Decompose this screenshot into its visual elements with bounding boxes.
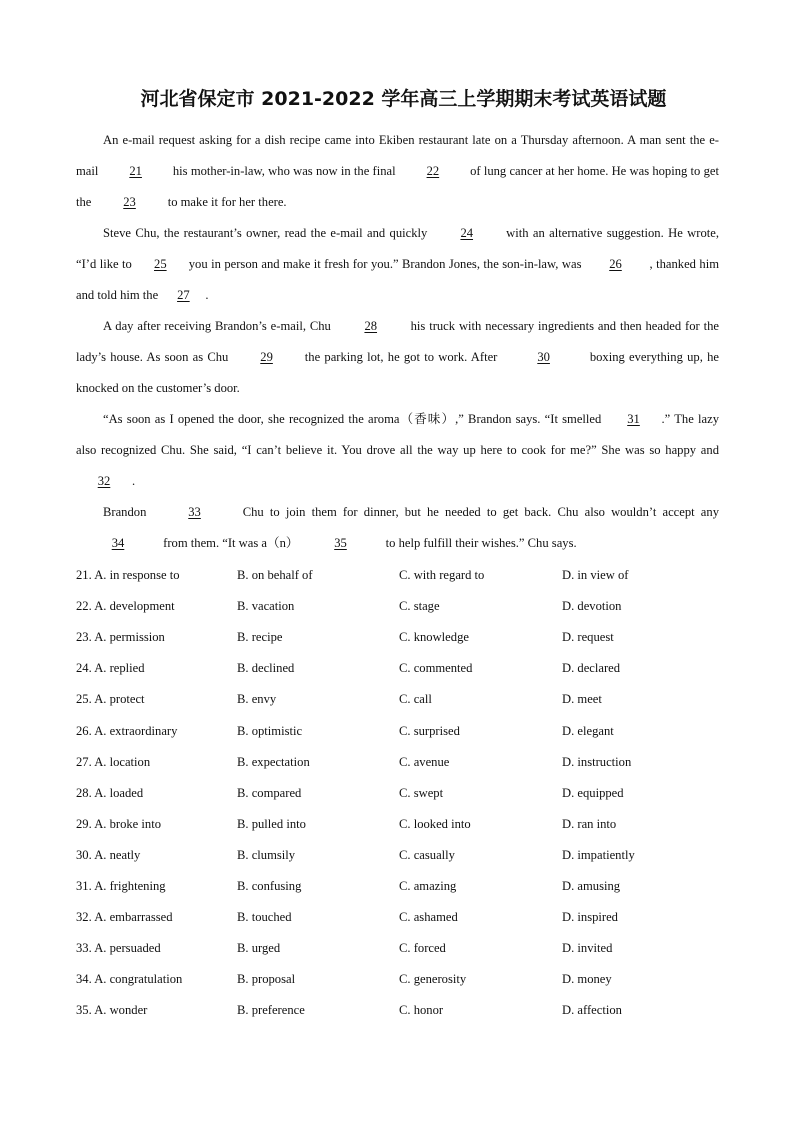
answer-option: C. with regard to xyxy=(399,568,485,583)
passage-paragraph-3 xyxy=(76,311,719,404)
blank-26: 26 xyxy=(609,257,622,271)
passage-text: his truck with necessary ingredients and then headed for the lady’s house. As soon as Chu xyxy=(76,319,719,364)
passage-text: Chu to join them for dinner, but he needed to get back. Chu also wouldn’t accept any xyxy=(236,505,719,519)
answer-option: C. forced xyxy=(399,941,446,956)
answer-option: C. avenue xyxy=(399,754,450,769)
answer-option: C. call xyxy=(399,692,432,707)
passage-text: his mother-in-law, who was now in the final xyxy=(169,164,399,178)
passage-text: . xyxy=(205,288,209,302)
passage-text: Steve Chu, the restaurant’s owner, read the e-mail and quickly xyxy=(103,226,432,240)
blank-31: 31 xyxy=(627,412,640,426)
answer-option: 35. A. wonder xyxy=(76,1003,148,1018)
answer-option: B. clumsily xyxy=(237,847,296,862)
answer-option: 21. A. in response to xyxy=(76,568,180,583)
answer-option: 27. A. location xyxy=(76,754,151,769)
passage-text: A day after receiving Brandon’s e-mail, Chu xyxy=(103,319,335,333)
question-options-row xyxy=(76,653,719,684)
passage-text: “As soon as I opened the door, she recognized the aroma（香味）,” Brandon says. “It smelled xyxy=(103,412,606,426)
answer-option: B. vacation xyxy=(237,599,295,614)
passage-text: from them. “It was a（n） xyxy=(160,536,299,550)
answer-option: D. amusing xyxy=(562,878,621,893)
answer-option: D. invited xyxy=(562,941,613,956)
question-options-row xyxy=(76,933,719,964)
passage-paragraph-1 xyxy=(76,125,719,218)
answer-option: D. declared xyxy=(562,661,621,676)
answer-option: D. affection xyxy=(562,1003,622,1018)
answer-option: B. optimistic xyxy=(237,723,303,738)
answer-option: 33. A. persuaded xyxy=(76,941,161,956)
question-options-row xyxy=(76,684,719,715)
passage-text: Brandon xyxy=(103,505,153,519)
answer-option: D. devotion xyxy=(562,599,622,614)
answer-option: B. confusing xyxy=(237,878,302,893)
passage-text: An e-mail request asking for a dish recipe came into Ekiben restaurant late on a Thursday afternoon. A man sent the e-mail xyxy=(76,133,719,178)
answer-option: C. swept xyxy=(399,785,444,800)
question-options-row xyxy=(76,871,719,902)
answer-option: D. ran into xyxy=(562,816,617,831)
answer-option: D. in view of xyxy=(562,568,629,583)
question-options-row xyxy=(76,591,719,622)
passage-text: , thanked him and told him the xyxy=(76,257,720,302)
blank-35: 35 xyxy=(334,536,347,550)
answer-option: B. envy xyxy=(237,692,277,707)
answer-option: D. equipped xyxy=(562,785,624,800)
answer-option: C. amazing xyxy=(399,878,457,893)
answer-option: C. surprised xyxy=(399,723,460,738)
passage-paragraph-5 xyxy=(76,497,719,559)
answer-option: 25. A. protect xyxy=(76,692,145,707)
answer-options xyxy=(76,560,719,1026)
passage-text: boxing everything up, he knocked on the customer’s door. xyxy=(76,350,719,395)
blank-27: 27 xyxy=(177,288,190,302)
blank-28: 28 xyxy=(364,319,378,333)
passage-text: with an alternative suggestion. He wrote, “I’d like to xyxy=(76,226,720,271)
blank-23: 23 xyxy=(123,195,136,209)
answer-option: B. urged xyxy=(237,941,281,956)
answer-option: B. pulled into xyxy=(237,816,306,831)
page-title: 河北省保定市 2021-2022 学年高三上学期期末考试英语试题 xyxy=(140,88,667,110)
answer-option: B. preference xyxy=(237,1003,305,1018)
answer-option: B. touched xyxy=(237,910,292,925)
blank-32: 32 xyxy=(97,474,111,488)
answer-option: 24. A. replied xyxy=(76,661,145,676)
passage-text: you in person and make it fresh for you.” Brandon Jones, the son-in-law, was xyxy=(185,257,582,271)
answer-option: C. stage xyxy=(399,599,440,614)
answer-option: B. on behalf of xyxy=(237,568,313,583)
answer-option: D. meet xyxy=(562,692,602,707)
passage-text: the parking lot, he got to work. After xyxy=(300,350,502,364)
passage-text: .” The lazy also recognized Chu. She said, “I can’t believe it. You drove all the way up here to cook for me?” She was so happy and xyxy=(76,412,719,457)
passage-text: to make it for her there. xyxy=(164,195,287,209)
question-options-row xyxy=(76,747,719,778)
answer-option: D. elegant xyxy=(562,723,614,738)
answer-option: D. inspired xyxy=(562,910,618,925)
answer-option: 28. A. loaded xyxy=(76,785,144,800)
answer-option: 26. A. extraordinary xyxy=(76,723,178,738)
answer-option: C. knowledge xyxy=(399,630,469,645)
answer-option: D. instruction xyxy=(562,754,632,769)
blank-33: 33 xyxy=(188,505,201,519)
question-options-row xyxy=(76,840,719,871)
question-options-row xyxy=(76,809,719,840)
blank-25: 25 xyxy=(154,257,167,271)
question-options-row xyxy=(76,964,719,995)
answer-option: C. honor xyxy=(399,1003,444,1018)
passage-paragraph-2 xyxy=(76,218,719,311)
answer-option: B. compared xyxy=(237,785,302,800)
answer-option: C. ashamed xyxy=(399,910,458,925)
passage-paragraph-4 xyxy=(76,404,719,497)
question-options-row xyxy=(76,715,719,746)
passage-text: . xyxy=(132,474,136,488)
blank-21: 21 xyxy=(129,164,142,178)
answer-option: C. casually xyxy=(399,847,455,862)
blank-30: 30 xyxy=(537,350,550,364)
answer-option: C. looked into xyxy=(399,816,471,831)
answer-option: B. expectation xyxy=(237,754,310,769)
document-page xyxy=(76,84,719,1026)
passage-text: to help fulfill their wishes.” Chu says. xyxy=(382,536,577,550)
answer-option: 34. A. congratulation xyxy=(76,972,183,987)
question-options-row xyxy=(76,622,719,653)
answer-option: D. impatiently xyxy=(562,847,635,862)
answer-option: 23. A. permission xyxy=(76,630,165,645)
blank-34: 34 xyxy=(111,536,125,550)
answer-option: 29. A. broke into xyxy=(76,816,162,831)
question-options-row xyxy=(76,560,719,591)
answer-option: C. commented xyxy=(399,661,473,676)
passage-text: of lung cancer at her home. He was hoping to get the xyxy=(76,164,719,209)
question-options-row xyxy=(76,995,719,1026)
answer-option: B. recipe xyxy=(237,630,283,645)
answer-option: 22. A. development xyxy=(76,599,175,614)
answer-option: B. proposal xyxy=(237,972,296,987)
answer-option: B. declined xyxy=(237,661,295,676)
answer-option: C. generosity xyxy=(399,972,467,987)
answer-option: D. money xyxy=(562,972,612,987)
answer-option: 32. A. embarrassed xyxy=(76,910,173,925)
blank-29: 29 xyxy=(260,350,273,364)
blank-24: 24 xyxy=(460,226,474,240)
question-options-row xyxy=(76,778,719,809)
answer-option: 31. A. frightening xyxy=(76,878,166,893)
answer-option: 30. A. neatly xyxy=(76,847,141,862)
question-options-row xyxy=(76,902,719,933)
blank-22: 22 xyxy=(426,164,440,178)
answer-option: D. request xyxy=(562,630,614,645)
